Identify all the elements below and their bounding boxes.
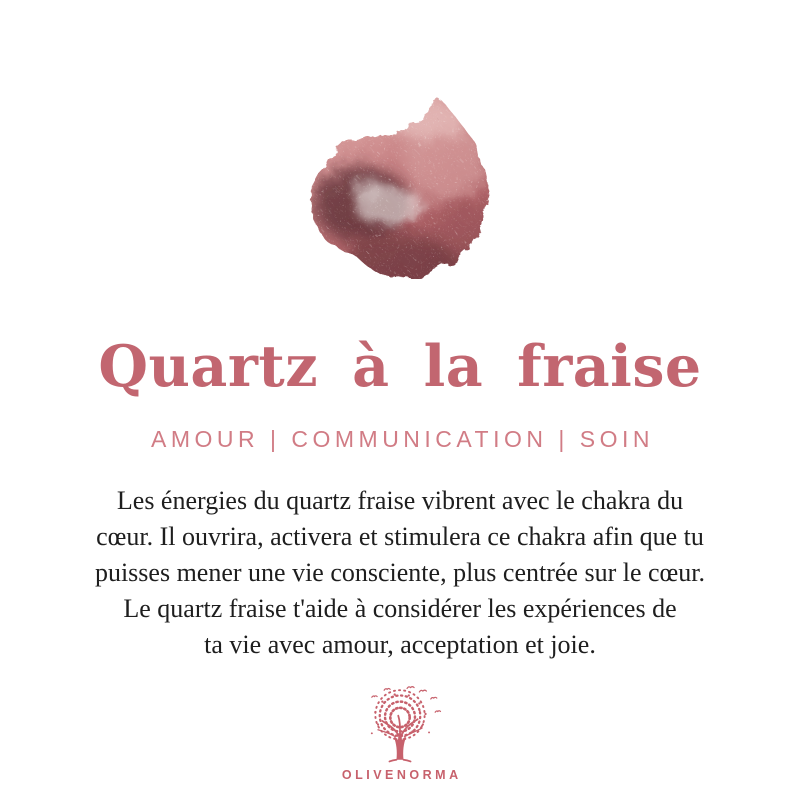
- strawberry-quartz-stone-icon: [309, 97, 491, 279]
- description-line: Le quartz fraise t'aide à considérer les expériences de: [123, 594, 677, 623]
- product-keywords: AMOUR | COMMUNICATION | SOIN: [151, 426, 654, 452]
- description-line: ta vie avec amour, acceptation et joie.: [204, 630, 596, 659]
- description-line: Les énergies du quartz fraise vibrent avec le chakra du: [116, 486, 684, 515]
- brand-name: OLIVENORMA: [341, 768, 462, 782]
- product-image: [309, 97, 491, 279]
- description-line: puisses mener une vie consciente, plus centrée sur le cœur.: [94, 558, 706, 587]
- description-line: cœur. Il ouvrira, activera et stimulera ce chakra afin que tu: [96, 522, 704, 551]
- product-description: [0, 483, 800, 663]
- tree-logo-icon: [356, 684, 444, 765]
- brand-logo-block: [0, 684, 800, 782]
- product-title: Quartz à la fraise: [98, 333, 702, 400]
